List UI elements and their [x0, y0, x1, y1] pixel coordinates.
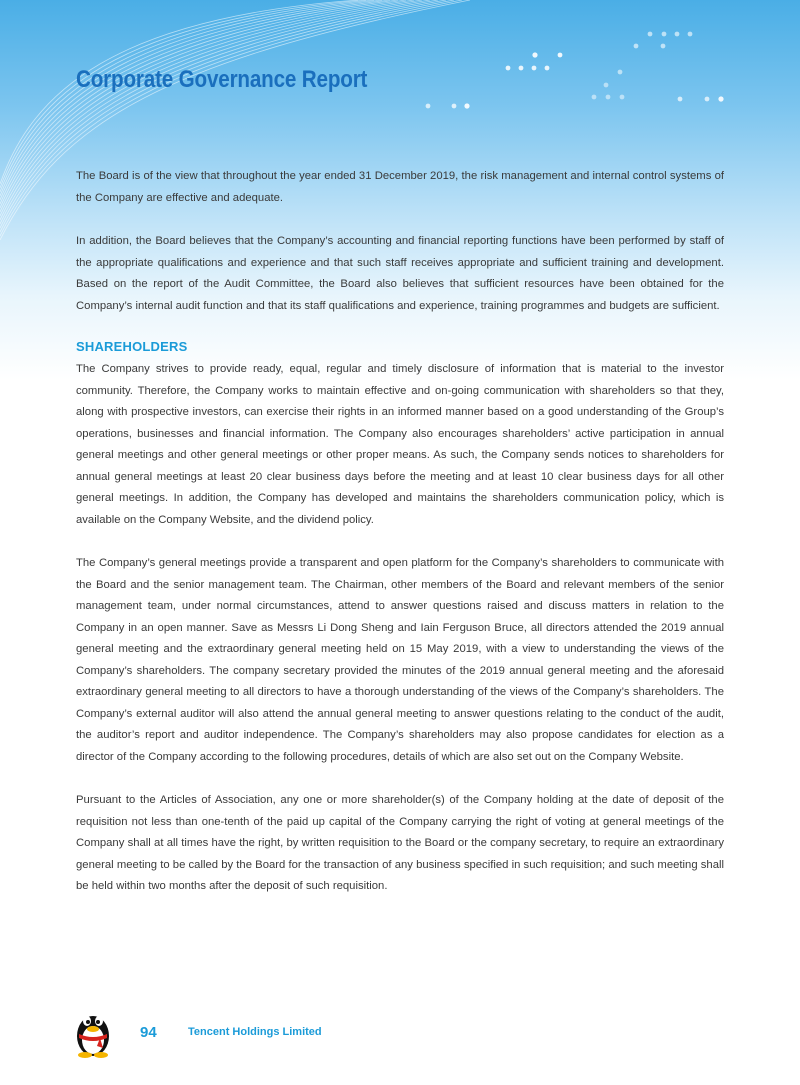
- page-title: Corporate Governance Report: [76, 66, 368, 93]
- paragraph-risk-management: The Board is of the view that throughout the year ended 31 December 2019, the risk management and internal control systems of the Company are effective and adequate.: [76, 170, 724, 204]
- page-footer: [0, 1000, 800, 1085]
- company-name: Tencent Holdings Limited: [188, 1026, 322, 1038]
- penguin-mascot-icon: [72, 1004, 114, 1058]
- paragraph-accounting-functions: In addition, the Board believes that the Company’s accounting and financial reporting functions have been performed by staff of the appropriate qualifications and experience and that such staff receives appropriate and sufficient training and development. Based on the report of the Audit Committee, the Board also believes that sufficient resources have been obtained for the Company’s internal audit function and that its staff qualifications and experience, training programmes and budgets are sufficient.: [76, 235, 724, 312]
- report-body: [76, 166, 724, 920]
- paragraph-requisition: Pursuant to the Articles of Association, any one or more shareholder(s) of the Company holding at the date of deposit of the requisition not less than one-tenth of the paid up capital of the Company carrying the right of voting at general meetings of the Company shall at all times have the right, by written requisition to the Board or the company secretary, to require an extraordinary general meeting to be called by the Board for the transaction of any business specified in such requisition; and such meeting shall be held within two months after the deposit of such requisition.: [76, 794, 724, 892]
- paragraph-general-meetings: The Company’s general meetings provide a transparent and open platform for the Company’s shareholders to communicate with the Board and the senior management team. The Chairman, other members of the Board and relevant members of the senior management team, under normal circumstances, attend to answer questions raised and discuss matters in relation to the Company in an open manner. Save as Messrs Li Dong Sheng and Iain Ferguson Bruce, all directors attended the 2019 annual general meeting and the extraordinary general meeting held on 15 May 2019, with a view to understanding the views of the Company’s shareholders. The company secretary provided the minutes of the 2019 annual general meeting and the aforesaid extraordinary general meeting to all directors to have a thorough understanding of the views of the Company’s shareholders. The Company’s external auditor will also attend the annual general meeting to answer questions relating to the conduct of the audit, the auditor’s report and auditor independence. The Company’s shareholders may also propose candidates for election as a director of the Company according to the following procedures, details of which are also set out on the Company Website.: [76, 557, 724, 763]
- page-number: 94: [140, 1024, 157, 1041]
- paragraph-disclosure: The Company strives to provide ready, equal, regular and timely disclosure of information that is material to the investor community. Therefore, the Company works to maintain effective and on-going communication with shareholders so that they, along with prospective investors, can exercise their rights in an informed manner based on a good understanding of the Group’s operations, businesses and financial information. The Company also encourages shareholders’ active participation in annual general meetings and other general meetings or other proper means. As such, the Company sends notices to shareholders for annual general meetings at least 20 clear business days before the meeting and at least 10 clear business days for all other general meetings. In addition, the Company has developed and maintains the shareholders communication policy, which is available on the Company Website, and the dividend policy.: [76, 363, 724, 526]
- section-heading-shareholders: SHAREHOLDERS: [76, 339, 188, 354]
